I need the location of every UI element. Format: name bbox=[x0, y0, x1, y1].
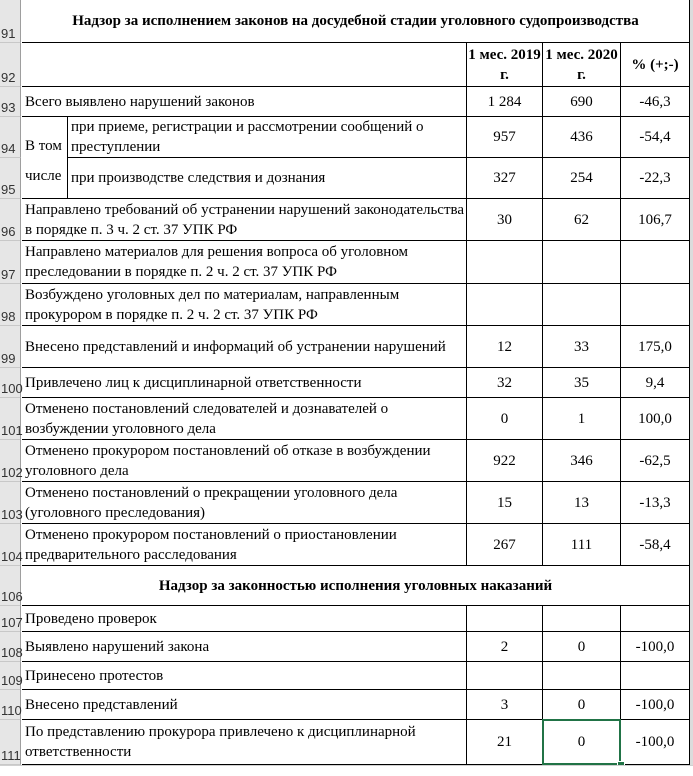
value-2020-108[interactable] bbox=[543, 632, 621, 662]
value-2019-94[interactable] bbox=[467, 117, 543, 158]
row-header-101[interactable]: 101 bbox=[0, 398, 21, 440]
row-label-99[interactable] bbox=[22, 326, 467, 368]
header-2019[interactable] bbox=[467, 43, 543, 87]
value-2019-99-text: 12 bbox=[497, 338, 512, 355]
value-2020-93-text: 690 bbox=[570, 93, 593, 110]
value-pct-97[interactable] bbox=[621, 241, 690, 284]
value-pct-94[interactable] bbox=[621, 117, 690, 158]
value-2020-98[interactable] bbox=[543, 284, 621, 326]
value-2019-108-text: 2 bbox=[500, 638, 509, 655]
value-2019-110-text: 3 bbox=[500, 696, 509, 713]
value-pct-102-text: -62,5 bbox=[639, 452, 671, 469]
row-label-95-text: при производстве следствия и дознания bbox=[71, 170, 326, 186]
value-pct-95-text: -22,3 bbox=[639, 170, 671, 186]
row-label-98[interactable] bbox=[22, 284, 467, 326]
value-2020-94-text: 436 bbox=[570, 129, 593, 145]
in-total-label[interactable] bbox=[22, 117, 68, 199]
value-2020-104-text: 111 bbox=[570, 536, 593, 553]
row-header-104[interactable]: 104 bbox=[0, 524, 21, 566]
value-pct-107[interactable] bbox=[621, 606, 690, 632]
value-2019-104-text: 267 bbox=[493, 536, 516, 553]
value-pct-96-text: 106,7 bbox=[638, 211, 672, 228]
value-pct-102[interactable] bbox=[621, 440, 690, 482]
value-pct-98[interactable] bbox=[621, 284, 690, 326]
value-2020-110[interactable] bbox=[543, 690, 621, 720]
row-label-95[interactable] bbox=[68, 158, 467, 199]
value-pct-101-text: 100,0 bbox=[638, 410, 672, 427]
value-pct-93[interactable] bbox=[621, 87, 690, 117]
value-pct-99-text: 175,0 bbox=[638, 338, 672, 355]
row-header-108[interactable]: 108 bbox=[0, 632, 21, 662]
value-pct-93-text: -46,3 bbox=[639, 93, 671, 110]
row-label-101-text: Отменено постановлений следователей и дознавателей о возбуждении уголовного дела bbox=[25, 400, 389, 437]
value-2020-95-text: 254 bbox=[570, 170, 593, 186]
value-2020-103[interactable] bbox=[543, 482, 621, 524]
row-label-103[interactable] bbox=[22, 482, 467, 524]
value-2020-100[interactable] bbox=[543, 368, 621, 398]
row-header-92[interactable]: 92 bbox=[0, 43, 21, 87]
row-label-93-text: Всего выявлено нарушений законов bbox=[25, 93, 255, 110]
value-2019-104[interactable] bbox=[467, 524, 543, 566]
value-2020-101-text: 1 bbox=[577, 410, 586, 427]
value-2019-98[interactable] bbox=[467, 284, 543, 326]
value-2019-95-text: 327 bbox=[493, 170, 516, 186]
row-header-94[interactable]: 94 bbox=[0, 117, 21, 158]
value-pct-108[interactable] bbox=[621, 632, 690, 662]
value-pct-99[interactable] bbox=[621, 326, 690, 368]
row-label-96[interactable] bbox=[22, 199, 467, 241]
value-2020-101[interactable] bbox=[543, 398, 621, 440]
row-header-93[interactable]: 93 bbox=[0, 87, 21, 117]
row-label-107[interactable] bbox=[22, 606, 467, 632]
section-title-pretrial-text: Надзор за исполнением законов на досудебной стадии уголовного судопроизводства bbox=[72, 13, 639, 29]
value-2019-103-text: 15 bbox=[497, 494, 512, 511]
section-title-pretrial[interactable] bbox=[22, 0, 690, 43]
value-2019-93-text: 1 284 bbox=[487, 93, 522, 110]
row-label-110[interactable] bbox=[22, 690, 467, 720]
header-2019-text: 1 мес. 2019 г. bbox=[468, 46, 541, 83]
value-pct-103-text: -13,3 bbox=[639, 494, 671, 511]
row-header-97[interactable]: 97 bbox=[0, 241, 21, 284]
value-pct-100[interactable] bbox=[621, 368, 690, 398]
value-2020-93[interactable] bbox=[543, 87, 621, 117]
value-2019-111[interactable] bbox=[467, 720, 543, 765]
value-2020-111-text: 0 bbox=[577, 734, 586, 750]
value-pct-94-text: -54,4 bbox=[639, 129, 671, 145]
row-label-109-text: Принесено протестов bbox=[25, 667, 164, 684]
value-2020-107[interactable] bbox=[543, 606, 621, 632]
value-pct-104-text: -58,4 bbox=[639, 536, 671, 553]
value-2019-96[interactable] bbox=[467, 199, 543, 241]
value-2019-97[interactable] bbox=[467, 241, 543, 284]
row-label-99-text: Внесено представлений и информаций об устранении нарушений bbox=[25, 338, 446, 355]
in-total-label-text: В том числе bbox=[25, 137, 62, 184]
row-header-109[interactable]: 109 bbox=[0, 662, 21, 690]
value-pct-109[interactable] bbox=[621, 662, 690, 690]
value-2019-101[interactable] bbox=[467, 398, 543, 440]
value-2019-103[interactable] bbox=[467, 482, 543, 524]
value-pct-104[interactable] bbox=[621, 524, 690, 566]
row-header-99[interactable]: 99 bbox=[0, 326, 21, 368]
row-label-102-text: Отменено прокурором постановлений об отказе в возбуждении уголовного дела bbox=[25, 442, 431, 479]
value-2019-99[interactable] bbox=[467, 326, 543, 368]
row-label-100-text: Привлечено лиц к дисциплинарной ответственности bbox=[25, 374, 362, 391]
value-2019-93[interactable] bbox=[467, 87, 543, 117]
row-header-100[interactable]: 100 bbox=[0, 368, 21, 398]
row-label-96-text: Направлено требований об устранении нарушений законодательства в порядке п. 3 ч. 2 ст. 37 УПК РФ bbox=[25, 201, 465, 238]
value-pct-96[interactable] bbox=[621, 199, 690, 241]
header-2020-text: 1 мес. 2020 г. bbox=[545, 46, 618, 83]
value-2020-97[interactable] bbox=[543, 241, 621, 284]
value-2019-109[interactable] bbox=[467, 662, 543, 690]
value-2020-108-text: 0 bbox=[577, 638, 586, 655]
row-header-95[interactable]: 95 bbox=[0, 158, 21, 199]
value-2019-108[interactable] bbox=[467, 632, 543, 662]
row-header-106[interactable]: 106 bbox=[0, 566, 21, 606]
value-2020-96[interactable] bbox=[543, 199, 621, 241]
row-header-107[interactable]: 107 bbox=[0, 606, 21, 632]
value-2019-96-text: 30 bbox=[497, 211, 512, 228]
value-2020-96-text: 62 bbox=[574, 211, 589, 228]
value-pct-110-text: -100,0 bbox=[635, 696, 675, 713]
row-header-91[interactable]: 91 bbox=[0, 0, 21, 43]
value-pct-95[interactable] bbox=[621, 158, 690, 199]
header-2020[interactable] bbox=[543, 43, 621, 87]
value-2019-102[interactable] bbox=[467, 440, 543, 482]
value-2020-99-text: 33 bbox=[574, 338, 589, 355]
value-2019-94-text: 957 bbox=[493, 129, 516, 145]
row-label-111-text: По представлению прокурора привлечено к дисциплинарной ответственности bbox=[25, 724, 416, 760]
selected-cell-border bbox=[542, 719, 621, 765]
row-label-101[interactable] bbox=[22, 398, 467, 440]
row-label-94-text: при приеме, регистрации и рассмотрении сообщений о преступлении bbox=[71, 119, 424, 155]
row-label-98-text: Возбуждено уголовных дел по материалам, направленным прокурором в порядке п. 2 ч. 2 ст. 37 УПК РФ bbox=[25, 286, 400, 323]
value-2020-94[interactable] bbox=[543, 117, 621, 158]
value-pct-111[interactable] bbox=[621, 720, 690, 765]
value-2019-100[interactable] bbox=[467, 368, 543, 398]
row-header-103[interactable]: 103 bbox=[0, 482, 21, 524]
row-header-98[interactable]: 98 bbox=[0, 284, 21, 326]
value-2020-95[interactable] bbox=[543, 158, 621, 199]
section-title-sentences[interactable] bbox=[22, 566, 690, 606]
value-2020-103-text: 13 bbox=[574, 494, 589, 511]
row-label-102[interactable] bbox=[22, 440, 467, 482]
row-label-111[interactable] bbox=[22, 720, 467, 765]
row-header-102[interactable]: 102 bbox=[0, 440, 21, 482]
row-label-104-text: Отменено прокурором постановлений о приостановлении предварительного расследования bbox=[25, 526, 397, 563]
row-header-96[interactable]: 96 bbox=[0, 199, 21, 241]
value-2019-100-text: 32 bbox=[497, 374, 512, 391]
value-2020-110-text: 0 bbox=[577, 696, 586, 713]
value-2020-109[interactable] bbox=[543, 662, 621, 690]
value-pct-103[interactable] bbox=[621, 482, 690, 524]
header-pct[interactable] bbox=[621, 43, 690, 87]
value-pct-111-text: -100,0 bbox=[635, 734, 675, 750]
row-label-108-text: Выявлено нарушений закона bbox=[25, 638, 210, 655]
value-2019-95[interactable] bbox=[467, 158, 543, 199]
value-pct-101[interactable] bbox=[621, 398, 690, 440]
row-label-108[interactable] bbox=[22, 632, 467, 662]
header-blank[interactable] bbox=[22, 43, 467, 87]
value-pct-108-text: -100,0 bbox=[635, 638, 675, 655]
value-2020-102-text: 346 bbox=[570, 452, 593, 469]
row-label-94[interactable] bbox=[68, 117, 467, 158]
value-2020-102[interactable] bbox=[543, 440, 621, 482]
value-2019-102-text: 922 bbox=[493, 452, 516, 469]
row-label-107-text: Проведено проверок bbox=[25, 610, 157, 627]
row-header-110[interactable]: 110 bbox=[0, 690, 21, 720]
row-label-100[interactable] bbox=[22, 368, 467, 398]
value-pct-100-text: 9,4 bbox=[645, 374, 665, 391]
value-2020-104[interactable] bbox=[543, 524, 621, 566]
value-2019-107[interactable] bbox=[467, 606, 543, 632]
value-2020-100-text: 35 bbox=[574, 374, 589, 391]
value-2020-99[interactable] bbox=[543, 326, 621, 368]
row-header-111[interactable]: 111 bbox=[0, 720, 21, 765]
row-label-110-text: Внесено представлений bbox=[25, 696, 178, 713]
value-2019-101-text: 0 bbox=[500, 410, 509, 427]
row-label-104[interactable] bbox=[22, 524, 467, 566]
header-pct-text: % (+;-) bbox=[631, 56, 679, 73]
value-2019-110[interactable] bbox=[467, 690, 543, 720]
row-label-97-text: Направлено материалов для решения вопроса об уголовном преследовании в порядке п. 2 ч. 2 ст. 37 УПК РФ bbox=[25, 244, 409, 280]
row-label-103-text: Отменено постановлений о прекращении уголовного дела (уголовного преследования) bbox=[25, 484, 398, 521]
next-row-partial bbox=[0, 765, 693, 776]
row-label-93[interactable] bbox=[22, 87, 467, 117]
row-label-97[interactable] bbox=[22, 241, 467, 284]
value-pct-110[interactable] bbox=[621, 690, 690, 720]
section-title-sentences-text: Надзор за законностью исполнения уголовных наказаний bbox=[158, 577, 553, 594]
row-label-109[interactable] bbox=[22, 662, 467, 690]
value-2019-111-text: 21 bbox=[497, 734, 512, 750]
